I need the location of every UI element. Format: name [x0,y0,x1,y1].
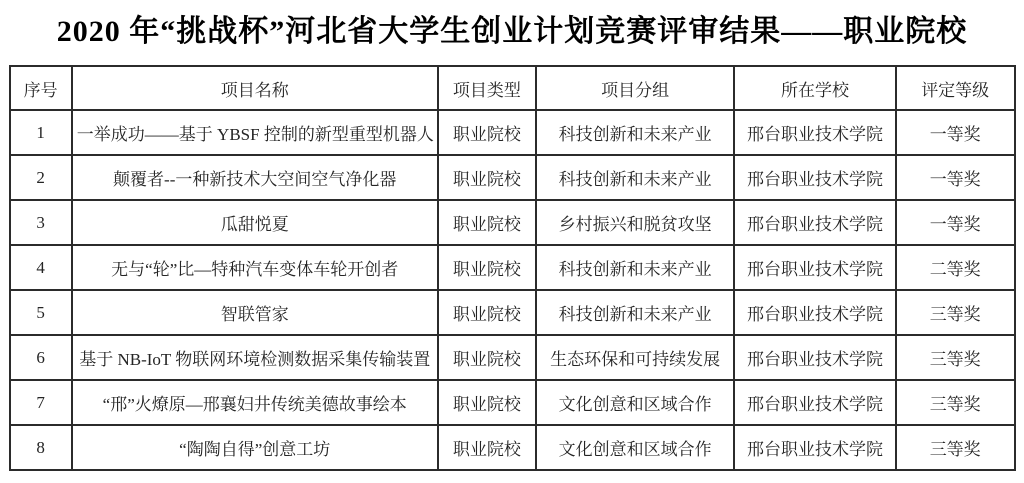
column-header-index: 序号 [10,66,72,110]
table-body [10,110,1015,470]
cell-grade: 一等奖 [896,110,1015,155]
cell-group: 科技创新和未来产业 [536,110,734,155]
cell-group: 文化创意和区域合作 [536,425,734,470]
cell-name: 瓜甜悦夏 [72,200,438,245]
cell-group: 科技创新和未来产业 [536,155,734,200]
table-row [10,335,1015,380]
cell-school: 邢台职业技术学院 [734,290,896,335]
table-row [10,380,1015,425]
cell-type: 职业院校 [438,155,536,200]
cell-school: 邢台职业技术学院 [734,380,896,425]
table-row [10,425,1015,470]
cell-group: 科技创新和未来产业 [536,290,734,335]
cell-school: 邢台职业技术学院 [734,425,896,470]
table-header [10,66,1015,110]
cell-type: 职业院校 [438,200,536,245]
cell-school: 邢台职业技术学院 [734,335,896,380]
cell-grade: 二等奖 [896,245,1015,290]
column-header-school: 所在学校 [734,66,896,110]
column-header-grade: 评定等级 [896,66,1015,110]
cell-name: 无与“轮”比—特种汽车变体车轮开创者 [72,245,438,290]
cell-index: 3 [10,200,72,245]
cell-type: 职业院校 [438,335,536,380]
column-header-name: 项目名称 [72,66,438,110]
cell-grade: 三等奖 [896,425,1015,470]
page-title: 2020 年“挑战杯”河北省大学生创业计划竞赛评审结果——职业院校 [56,15,968,48]
cell-grade: 一等奖 [896,155,1015,200]
cell-name: 一举成功——基于 YBSF 控制的新型重型机器人 [72,110,438,155]
cell-name: “邢”火燎原—邢襄妇井传统美德故事绘本 [72,380,438,425]
cell-index: 8 [10,425,72,470]
cell-name: 颠覆者--一种新技术大空间空气净化器 [72,155,438,200]
cell-type: 职业院校 [438,425,536,470]
cell-type: 职业院校 [438,110,536,155]
table-row [10,200,1015,245]
cell-index: 2 [10,155,72,200]
column-header-group: 项目分组 [536,66,734,110]
cell-group: 生态环保和可持续发展 [536,335,734,380]
cell-index: 6 [10,335,72,380]
cell-school: 邢台职业技术学院 [734,110,896,155]
cell-type: 职业院校 [438,290,536,335]
table-row [10,290,1015,335]
cell-grade: 三等奖 [896,290,1015,335]
cell-school: 邢台职业技术学院 [734,155,896,200]
cell-type: 职业院校 [438,245,536,290]
column-header-type: 项目类型 [438,66,536,110]
cell-name: “陶陶自得”创意工坊 [72,425,438,470]
cell-name: 智联管家 [72,290,438,335]
cell-group: 文化创意和区域合作 [536,380,734,425]
cell-group: 科技创新和未来产业 [536,245,734,290]
cell-index: 7 [10,380,72,425]
cell-type: 职业院校 [438,380,536,425]
cell-grade: 三等奖 [896,335,1015,380]
results-table [9,65,1016,471]
cell-index: 5 [10,290,72,335]
cell-index: 1 [10,110,72,155]
cell-grade: 一等奖 [896,200,1015,245]
table-row [10,155,1015,200]
cell-school: 邢台职业技术学院 [734,245,896,290]
table-row [10,110,1015,155]
cell-school: 邢台职业技术学院 [734,200,896,245]
table-header-row [10,66,1015,110]
cell-group: 乡村振兴和脱贫攻坚 [536,200,734,245]
cell-name: 基于 NB-IoT 物联网环境检测数据采集传输装置 [72,335,438,380]
cell-index: 4 [10,245,72,290]
table-row [10,245,1015,290]
cell-grade: 三等奖 [896,380,1015,425]
